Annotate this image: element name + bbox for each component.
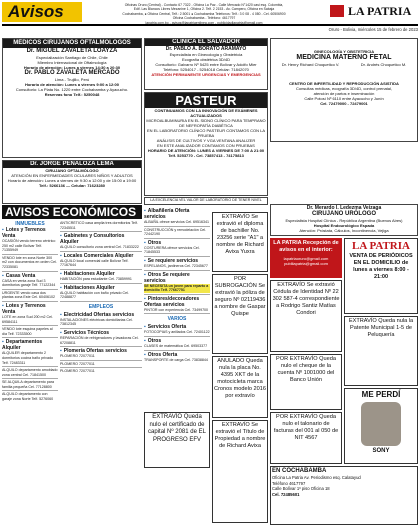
dateline: Oruro - Bolivia, miércoles 15 de febrero de 2023 bbox=[328, 27, 418, 32]
dog-photo bbox=[361, 402, 401, 446]
ad-right-extravio-3: POR EXTRAVÍO Queda nulo el talonario de facturas del 001 al 050 de NIT 4567 bbox=[270, 412, 342, 464]
page-header bbox=[2, 2, 418, 26]
ad-extravio-1: EXTRAVÍO Se extravió el diploma de bachiller No. 23256 serie "A1" a nombre de Richard Avixa Yuxra bbox=[212, 212, 268, 272]
ad-extravio-3: ANULADO Queda nula la placa No. 4395 XKT de la motocicleta marca Cronos modelo 2016 por extravío bbox=[212, 356, 268, 418]
ad-extravio-4: EXTRAVÍO Queda nulo el certificado de capital Nº 2081 de EL PROGRESO EFV bbox=[144, 412, 210, 468]
ad-urologo: Dr. Merardo I. Ledezma Veizaga CIRUJANO URÓLOGO Especialista Hospital Clínica - República Argentina (Buenos Aires) Hospital Endourológico Espada Atención: Próstata, Cálculos, Incontinencia, Vejiga bbox=[270, 204, 418, 236]
ad-patria-reception: LA PATRIA Recepción de avisos en el interior: lapatriaoruro@gmail.com publilapatria@gmail.com bbox=[270, 238, 342, 278]
ad-me-perdi: ME PERDÍ SONY bbox=[344, 388, 418, 464]
ad-cochabamba: EN COCHABAMBA Oficina La Patria Av. Periodismo esq. Calatayud Teléfono 4617797 Calle Bolívar 1º piso Oficina 18 Cel. 72485601 bbox=[270, 466, 418, 525]
ad-patria-venta: LA PATRIA VENTA DE PERIÓDICOS EN EL DOMICILIO de lunes a viernes 8:00 - 21:00 bbox=[344, 238, 418, 314]
ad-right-extravio-1: EXTRAVÍO Se extravió Cédula de Identidad Nº 22 302 587-4 correspondiente a Rodrigo Santiz Matías Condori bbox=[270, 280, 342, 352]
ad-penaloza: Dr. JORGE PEÑALOZA LEMA CIRUJANO OFTALMÓLOGO ATENCIÓN EN ENFERMEDADES OCULARES NIÑOS Y ADULTOS Horario de atención: Lunes a viernes de 9:30 a 12:00 y de 15:00 a 19:00 Telf.: 5266136 — Celular: 71623280 bbox=[2, 160, 142, 204]
ad-ginecologia: GINECOLOGÍA Y OBSTETRICIA MEDICINA MATERNO FETAL Dr. Henry Richard Choquetico V. Dr. Andrés Choquetico M. CENTRO DE INFERTILIDAD Y REPRODUCCIÓN ASISTIDA Consultas médicas, ecografía 3D/4D, control prenatal, atención de partos e inseminación Calle Potosí Nº 6110 entre Ayacucho y Junín Cel. 72479000 - 72479001 bbox=[270, 38, 418, 142]
section-banner: AVISOS ECONÓMICOS bbox=[2, 205, 142, 219]
classifieds-col1: INMUEBLES ▪ Lotes y Terrenos Venta OCASIÓN vendo terreno céntrico 250 m2 calle Bolívar Telf. 71355949 VENDO lote en zona Norte 300 m2 con documentos en orden Cel. 72335081 ▪ Casas Venta CASA en venta zona Sud 3 dormitorios garaje Telf. 77122344 URGENTE vendo casa dos plantas zona Este Cel. 60406102 ▪ Lotes y Terrenos Venta LOTE en zona Sud 200 m2 Cel. 69584111 VENDO lote esquina papeles al día Telf. 72333500 ▪ Departamentos Alquiler ALQUILER departamento 2 dormitorios cocina baño privado Telf. 72483311 ALQUILO departamento amoblado zona central Cel. 71841500 SE ALQUILA departamento para familia pequeña Cel. 77128800 ALQUILO departamento con garaje zona Norte Telf. 5276060 bbox=[2, 221, 58, 402]
brand-square-icon bbox=[330, 5, 344, 17]
la-patria-logo: LA PATRIA bbox=[326, 2, 418, 20]
ad-extravio-2: POR SUBROGACIÓN Se extravió la póliza de seguro Nº 02119436 a nombre de Gaspar Quispe bbox=[212, 274, 268, 354]
ad-small-strip: LA EXCELENCIA VEL VALOR DE LABORATORIO DE TENER NIVEL bbox=[144, 197, 268, 205]
ad-clinica-salvador: CLINICA EL SALVADOR Dr. PABLO A. BORATO ARAMAYO Especialista en Ginecología y Obstetricia Ecografía obstétrica 3D/4D Consultorio: Galvarro Nº 5425 entre Bolívar y Adolfo Mier Teléfono: 5254017 - 5254018 Celular: 71842070 ATENCIÓN PERMANENTE URGENCIAS Y EMERGENCIAS bbox=[144, 38, 268, 90]
highlight-ad: SE NECESITA un joven para reparto a domicilio Telf. 77667751 bbox=[144, 283, 209, 293]
avisos-logo: Avisos bbox=[2, 2, 82, 22]
ad-right-extravio-2: POR EXTRAVÍO Queda nulo el cheque de la cuenta Nº 1001000 del Banco Unión bbox=[270, 354, 342, 410]
ad-oftalmologos: MÉDICOS CIRUJANOS OFTALMÓLOGOS Dr. MIGUEL ZAVALETA LOAYZA Especialización Santiago de Chile, Chile Miembro Internacional de Oftalmología Horario de atención: Lunes a viernes 14:30 a 20:30 Dr. PABLO ZAVALETA MERCADO Lima - Trujillo, Perú Horario de atención: Lunes a viernes 9:00 a 12:00 Consultorio: La Plata No. 1220 entre Cochabamba y Ayacucho. Reservas fono Telf.: 5250048 bbox=[2, 38, 142, 158]
ad-right-extravio-4: EXTRAVÍO Queda nula la Patente Municipal 1-5 de Peluquería bbox=[344, 316, 418, 386]
ad-pasteur: PASTEUR CONTINUAMOS CON LA INNOVACIÓN DE EXÁMENES ACTUALIZADOS MICROALBUMINURIA EN EL SIDNO CLÍNICO PARA TEMPRANO DE NEFROPATÍA DIABÉTICA EN EL LABORATORIO CLÍNICO PASTEUR CONTAMOS CON LA PRUEBA ANÁLISIS DE CULTIVOS Y VGA VENTANA ANALIZER EN ESTE ANALIZADOR CONTAMOS CON PRUEBAS HORARIO DE ATENCIÓN: LUNES A VIERNES DE 7:00 A 21:00 Telf. 5253770 - Cel. 73857413 - 74175813 bbox=[144, 92, 268, 196]
contact-info: Oficinas Oruro (Central) - Contacto 67 7322 - Oficina La Paz - Calle Mercado N°1420 casi esq. Colombia, Edif. Las Blancos Libres Mezanine 1, Oficina 2. Telf. 2 2153 - Av. Campero, Oficina en Sabaja Cochabamba, ● Oficina Central, Telf.: 2.5001 ● Cochabamba Telefonos: Telf.: 3 0 08 - 4 080 - Cel. 60506900 Oficina Cochabamba - Teléfono: 4617797 lapatria.com.bo - avisos@lapatriaenlinea.com - publicidadlapatria@gmail.com bbox=[122, 3, 286, 25]
ad-extravio-5: EXTRAVÍO Se extravió el Título de Propiedad a nombre de Richard Avixa bbox=[212, 420, 268, 523]
classifieds-col3: ▪ Albañilería Oferta servicios ALBAÑIL ofrece servicios Cel. 69516341 CONSTRUCCIÓN y remodelación Cel. 72442190 ▪ Otros COSTURERA ofrece servicios Cel. 71845533 ▪ Se requiere servicios ESPELANOS, jardineros Cel. 72345677 ▪ Otros Se requiere servicios SE NECESITA un joven para reparto a domicilio Telf. 77667751 ▪ Pintores/decoradores Ofertas servicios PINTOR con experiencia Cel. 73499700 VARIOS ▪ Servicios Oferta FOTOCOPIAS y anillados Cel. 72401122 ▪ Otros CLASES de matemática Cel. 69503377 ▪ Otros Oferta TRANSPORTE de carga Cel. 73838844 bbox=[144, 208, 210, 362]
classifieds-col2: ANTICRÉTICO casa amplia tres dormitorios Telf. 72345511 ▪ Gabinetes y Consultorios Alquiler ALQUILO consultorio zona central Cel. 71833222 ▪ Locales Comerciales Alquiler ALQUILO local comercial calle Bolívar Telf. 77167644 ▪ Habitaciones Alquiler HABITACIÓN para estudiante Cel. 73859991 ▪ Habitaciones Alquiler ALQUILO habitación con baño privado Cel. 72488877 EMPLEOS ▪ Electricidad Ofertas servicios INSTALACIONES eléctricas domiciliarias Cel. 73812345 ▪ Servicios Técnicos REPARACIÓN de refrigeradores y lavadoras Cel. 67208811 ▪ Plomería Ofertas servicios PLOMERO 72077011 PLOMERO 72077011 PLOMERO 72077011 bbox=[60, 221, 142, 525]
